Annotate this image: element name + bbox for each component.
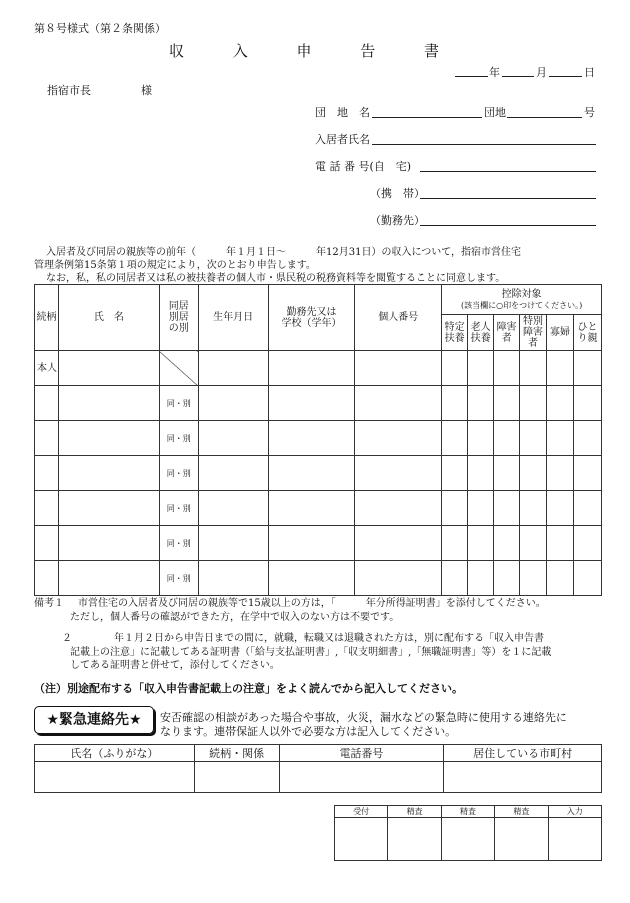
- stamp-header-seisa-2: 精査: [441, 806, 494, 818]
- data-cell[interactable]: [198, 526, 268, 561]
- data-cell[interactable]: [547, 456, 574, 491]
- cohab-choice[interactable]: 同・別: [159, 561, 198, 596]
- data-cell[interactable]: [198, 386, 268, 421]
- emergency-text-1: 安否確認の相談があった場合や事故，火災，漏水などの緊急時に使用する連絡先に: [160, 711, 567, 724]
- data-cell[interactable]: [442, 421, 468, 456]
- data-cell[interactable]: [547, 421, 574, 456]
- table-row: [35, 491, 602, 526]
- data-cell[interactable]: [268, 491, 355, 526]
- relation-self: 本人: [35, 351, 59, 386]
- header-tokubetsu-shougaisha: 特別 障害 者: [520, 315, 547, 351]
- data-cell[interactable]: [198, 456, 268, 491]
- table-row: [35, 561, 602, 596]
- resident-name-field[interactable]: [372, 144, 596, 145]
- page-title: 収 入 申 告 書: [168, 42, 462, 60]
- danchi-suffix: 団地: [484, 106, 506, 119]
- name-cell[interactable]: [58, 526, 159, 561]
- relation-cell[interactable]: [35, 386, 59, 421]
- cohab-choice[interactable]: 同・別: [159, 386, 198, 421]
- data-cell[interactable]: [355, 386, 442, 421]
- data-cell[interactable]: [442, 456, 468, 491]
- data-cell[interactable]: [268, 456, 355, 491]
- office-use-table: [334, 805, 602, 861]
- data-cell[interactable]: [494, 526, 520, 561]
- data-cell[interactable]: [468, 526, 494, 561]
- stamp-box: [335, 818, 388, 861]
- data-cell[interactable]: [547, 386, 574, 421]
- emg-relation-field[interactable]: [194, 762, 279, 793]
- cohab-choice[interactable]: 同・別: [159, 526, 198, 561]
- data-cell[interactable]: [494, 421, 520, 456]
- cohab-slash-cell: [159, 351, 198, 386]
- stamp-header-seisa-3: 精査: [495, 806, 548, 818]
- date-year-label: 年: [489, 66, 500, 79]
- note-2-label: ２: [62, 633, 72, 644]
- data-cell[interactable]: [442, 386, 468, 421]
- data-cell[interactable]: [198, 561, 268, 596]
- relation-cell[interactable]: [35, 491, 59, 526]
- header-mynumber: 個人番号: [355, 285, 442, 351]
- stamp-box: [495, 818, 548, 861]
- data-cell[interactable]: [494, 456, 520, 491]
- emergency-text-2: なります。連帯保証人以外で必要な方は記入してください。: [160, 725, 457, 738]
- date-day-label: 日: [584, 66, 595, 79]
- note-1-line-1: 市営住宅の入居者及び同居の親族等で15歳以上の方は，「 年分所得証明書」を添付してください。: [78, 598, 546, 609]
- name-cell[interactable]: [58, 386, 159, 421]
- header-shougaisha: 障害 者: [494, 315, 520, 351]
- table-row: [35, 526, 602, 561]
- relation-cell[interactable]: [35, 456, 59, 491]
- data-cell[interactable]: [468, 456, 494, 491]
- note-2-line-3: してある証明書と併せて，添付してください。: [70, 660, 280, 671]
- emergency-table: [34, 744, 602, 793]
- emg-header-city: 居住している市町村: [444, 745, 602, 762]
- stamp-box: [441, 818, 494, 861]
- header-kafu: 寡婦: [547, 315, 574, 351]
- name-cell[interactable]: [58, 421, 159, 456]
- emg-phone-field[interactable]: [279, 762, 444, 793]
- data-cell[interactable]: [355, 526, 442, 561]
- data-cell[interactable]: [494, 491, 520, 526]
- header-tokutei-fuyou: 特定 扶養: [442, 315, 468, 351]
- stamp-box: [548, 818, 601, 861]
- emg-header-name: 氏名（ふりがな）: [35, 745, 195, 762]
- phone-home-field[interactable]: [420, 171, 596, 172]
- phone-work-label: （勤務先）: [370, 214, 425, 227]
- emg-header-relation: 続柄・関係: [194, 745, 279, 762]
- date-month-label: 月: [536, 66, 547, 79]
- data-cell[interactable]: [468, 561, 494, 596]
- data-cell[interactable]: [355, 561, 442, 596]
- header-name: 氏 名: [58, 285, 159, 351]
- table-row-self: [35, 351, 602, 386]
- data-cell[interactable]: [520, 526, 547, 561]
- relation-cell[interactable]: [35, 421, 59, 456]
- stamp-header-nyuryoku: 入力: [548, 806, 601, 818]
- data-cell[interactable]: [520, 561, 547, 596]
- phone-mobile-label: （携 帯）: [370, 187, 425, 200]
- relation-cell[interactable]: [35, 526, 59, 561]
- stamp-header-uketsuke: 受付: [335, 806, 388, 818]
- cohab-choice[interactable]: 同・別: [159, 491, 198, 526]
- stamp-header-seisa-1: 精査: [388, 806, 441, 818]
- note-2-line-1: 年１月２日から申告日までの間に，就職，転職又は退職された方は，別に配布する「収入申告書: [114, 633, 544, 644]
- stamp-box: [388, 818, 441, 861]
- table-row: [35, 421, 602, 456]
- data-cell[interactable]: [573, 561, 601, 596]
- data-cell[interactable]: [268, 421, 355, 456]
- data-cell[interactable]: [573, 526, 601, 561]
- data-cell[interactable]: [547, 491, 574, 526]
- emg-header-phone: 電話番号: [279, 745, 444, 762]
- caution-text: （注）別途配布する「収入申告書記載上の注意」をよく読んでから記入してください。: [34, 682, 463, 695]
- intro-line-3: なお，私，私の同居者又は私の被扶養者の個人市・県民税の税務資料等を閲覧することに同意します。: [46, 273, 506, 284]
- emg-input-row: [35, 762, 602, 793]
- data-cell[interactable]: [573, 386, 601, 421]
- data-cell[interactable]: [268, 386, 355, 421]
- data-cell[interactable]: [468, 421, 494, 456]
- table-row: [35, 456, 602, 491]
- data-cell[interactable]: [494, 386, 520, 421]
- intro-line-2: 管理条例第15条第１項の規定により，次のとおり申告します。: [34, 260, 316, 271]
- table-row: [35, 386, 602, 421]
- data-cell[interactable]: [547, 561, 574, 596]
- data-cell[interactable]: [198, 491, 268, 526]
- data-cell[interactable]: [268, 561, 355, 596]
- data-cell[interactable]: [520, 386, 547, 421]
- relation-cell[interactable]: [35, 561, 59, 596]
- danchi-field[interactable]: [372, 117, 482, 118]
- intro-line-1: 入居者及び同居の親族等の前年（ 年１月１日～ 年12月31日）の収入について，指宿市営住宅: [46, 247, 522, 258]
- data-cell[interactable]: [520, 421, 547, 456]
- name-cell[interactable]: [58, 351, 159, 386]
- data-cell[interactable]: [573, 491, 601, 526]
- danchi-label: 団 地 名: [315, 106, 370, 119]
- data-cell[interactable]: [520, 491, 547, 526]
- cohab-choice[interactable]: 同・別: [159, 456, 198, 491]
- note-1-label: 備考１: [34, 598, 64, 609]
- name-cell[interactable]: [58, 456, 159, 491]
- header-relation: 続柄: [35, 285, 59, 351]
- data-cell[interactable]: [468, 491, 494, 526]
- household-table: [34, 284, 602, 596]
- data-cell[interactable]: [442, 526, 468, 561]
- emg-name-field[interactable]: [35, 762, 195, 793]
- data-cell[interactable]: [494, 561, 520, 596]
- emg-city-field[interactable]: [444, 762, 602, 793]
- data-cell[interactable]: [198, 421, 268, 456]
- header-work: 勤務先又は 学校（学年）: [268, 285, 355, 351]
- phone-work-field[interactable]: [420, 225, 596, 226]
- data-cell[interactable]: [268, 526, 355, 561]
- note-2-line-2: 記載上の注意」に記載してある証明書（「給与支払証明書」,「収支明細書」,「無職証明書」等）を１に記載: [70, 647, 552, 658]
- addressee-suffix: 様: [141, 84, 152, 97]
- name-cell[interactable]: [58, 561, 159, 596]
- name-cell[interactable]: [58, 491, 159, 526]
- phone-mobile-field[interactable]: [420, 198, 596, 199]
- room-number-field[interactable]: [507, 117, 582, 118]
- data-cell[interactable]: [355, 421, 442, 456]
- header-roujin-fuyou: 老人 扶養: [468, 315, 494, 351]
- data-cell[interactable]: [442, 491, 468, 526]
- data-cell[interactable]: [355, 456, 442, 491]
- data-cell[interactable]: [355, 491, 442, 526]
- form-number: 第８号様式（第２条関係）: [34, 22, 166, 35]
- header-dob: 生年月日: [198, 285, 268, 351]
- resident-name-label: 入居者氏名: [315, 133, 370, 146]
- addressee-name: 指宿市長: [47, 84, 91, 97]
- note-1-line-2: ただし，個人番号の確認ができた方，在学中で収入のない方は不要です。: [70, 612, 400, 623]
- data-cell[interactable]: [468, 386, 494, 421]
- phone-home-label: 電 話 番 号(自 宅): [315, 160, 412, 173]
- header-cohabitation: 同居 別居 の別: [159, 285, 198, 351]
- data-cell[interactable]: [573, 456, 601, 491]
- header-deduction: 控除対象 (該当欄に○印をつけてください。): [442, 285, 602, 315]
- cohab-choice[interactable]: 同・別: [159, 421, 198, 456]
- data-cell[interactable]: [442, 561, 468, 596]
- emergency-badge: ★緊急連絡先★: [34, 706, 154, 734]
- data-cell[interactable]: [547, 526, 574, 561]
- header-hitorioya: ひと り親: [573, 315, 601, 351]
- data-cell[interactable]: [520, 456, 547, 491]
- room-suffix: 号: [584, 106, 595, 119]
- data-cell[interactable]: [573, 421, 601, 456]
